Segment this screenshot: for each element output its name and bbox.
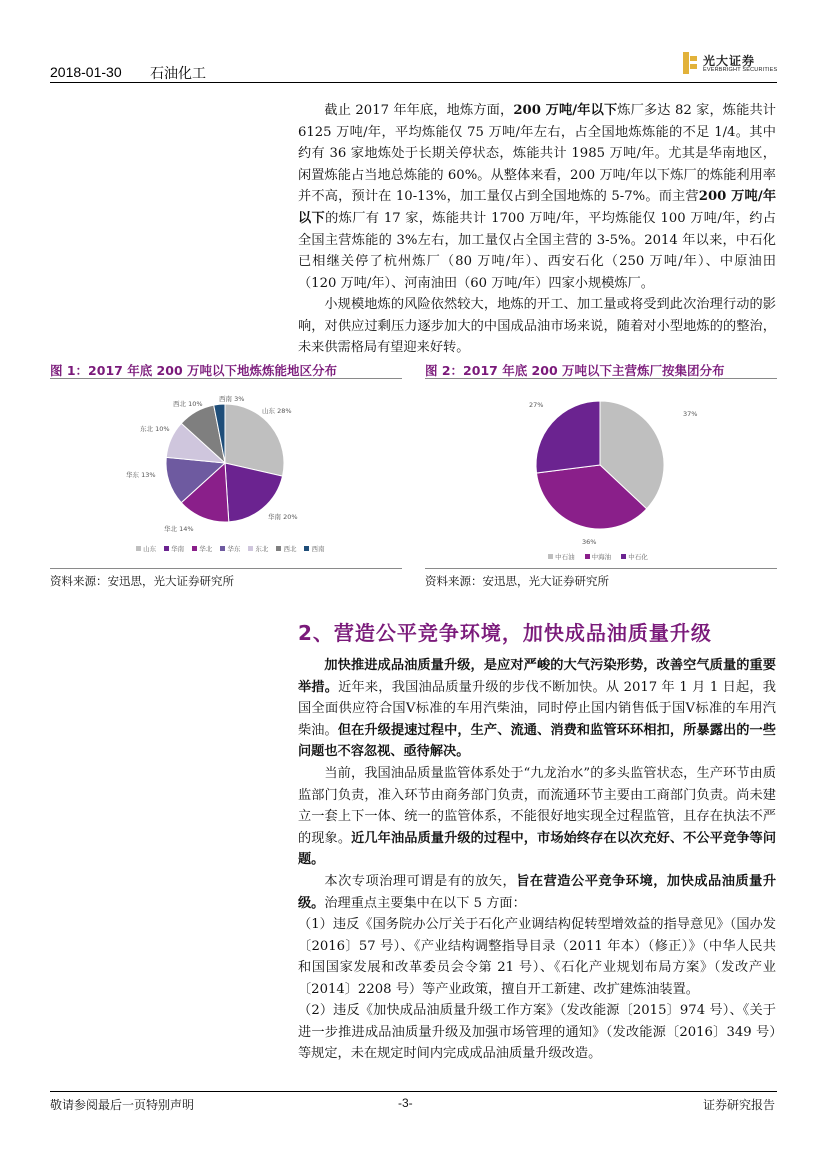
- fig1-label-dongbei: 东北 10%: [140, 425, 170, 433]
- figure-2-title: 图 2：2017 年底 200 万吨以下主营炼厂按集团分布: [425, 363, 725, 378]
- company-logo: [683, 52, 783, 76]
- fig1-label-shandong: 山东 28%: [262, 407, 292, 415]
- paragraph-1: 截止 2017 年年底，地炼方面，200 万吨/年以下炼厂多达 82 家，炼能共计 6125 万吨/年，平均炼能仅 75 万吨/年左右，占全国地炼炼能的不足 1/4。其中约有 36 家地炼处于长期关停状态，炼能共计 1985 万吨/年。尤其是华南地区，闲置炼能占当地总炼能的 60%。从整体来看，200 万吨/年以下炼厂的炼能利用率并不高，预计在 10-13%，加工量仅占到全国地炼的 5-7%。而主营200 万吨/年以下的炼厂有 17 家，炼能共计 1700 万吨/年，平均炼能仅 100 万吨/年，约占全国主营炼能的 3%左右，加工量仅占全国主营的 3-5%。2014 年以来，中石化已相继关停了杭州炼厂（80 万吨/年）、西安石化（250 万吨/年）、中原油田（120 万吨/年）、河南油田（60 万吨/年）四家小规模炼厂。: [298, 103, 777, 291]
- page-number: -3-: [398, 1096, 413, 1110]
- figure-2-source: 资料来源：安迅思，光大证券研究所: [425, 574, 609, 588]
- paragraph-2: 小规模地炼的风险依然较大，地炼的开工、加工量或将受到此次治理行动的影响，对供应过剩压力逐步加大的中国成品油市场来说，随着对小型地炼的的整治，未来供需格局有望迎来好转。: [298, 297, 776, 356]
- report-category: 石油化工: [150, 66, 206, 82]
- header-divider: [50, 82, 777, 83]
- figure-1-legend: [136, 544, 325, 553]
- fig2-label-zhongshihua: 27%: [529, 401, 544, 409]
- fig1-legend-item: 西南: [304, 544, 324, 553]
- fig1-label-xibei: 西北 10%: [173, 400, 203, 408]
- figure-1-chart: [50, 380, 402, 568]
- fig1-legend-item: 西北: [276, 544, 296, 553]
- fig1-legend-item: 山东: [136, 544, 156, 553]
- fig1-legend-item: 华东: [220, 544, 240, 553]
- logo-text-en: EVERBRIGHT SECURITIES: [703, 67, 778, 73]
- list-item-1: （1）违反《国务院办公厅关于石化产业调结构促转型增效益的指导意见》（国办发〔2016〕57 号）、《产业结构调整指导目录（2011 年本）（修正）》（中华人民共和国国家发展和改革委员会令第 21 号）、《石化产业规划布局方案》（发改产业〔2014〕2208 号）等产业政策，擅自开工新建、改扩建炼油装置。: [298, 917, 776, 997]
- footer-disclaimer: 敬请参阅最后一页特别声明: [50, 1098, 195, 1112]
- paragraph-5: 本次专项治理可谓是有的放矢，旨在营造公平竞争环境，加快成品油质量升级。治理重点主要集中在以下 5 方面：: [298, 874, 777, 911]
- fig2-label-zhongshiyou: 37%: [683, 410, 698, 418]
- figure-2-chart: [425, 380, 777, 568]
- paragraph-4: 当前，我国油品质量监管体系处于“九龙治水”的多头监管状态，生产环节由质监部门负责，准入环节由商务部门负责，而流通环节主要由工商部门负责。尚未建立一套上下一体、统一的监管体系，不能很好地实现全过程监管，且存在执法不严的现象。近几年油品质量升级的过程中，市场始终存在以次充好、不公平竞争等问题。: [298, 766, 777, 868]
- figure-2-bottom-rule: [425, 568, 777, 569]
- section-heading: 2、营造公平竞争环境，加快成品油质量升级: [298, 621, 712, 645]
- fig1-legend-item: 华南: [164, 544, 184, 553]
- fig2-slice-中石化: [536, 401, 600, 473]
- fig1-legend-item: 东北: [248, 544, 268, 553]
- fig1-legend-item: 华北: [192, 544, 212, 553]
- figure-2-legend: [548, 552, 648, 561]
- fig2-legend-item: 中石油: [548, 552, 575, 561]
- fig2-legend-item: 中石化: [621, 552, 648, 561]
- logo-text-cn: 光大证券: [703, 54, 756, 68]
- report-date: 2018-01-30: [50, 64, 122, 80]
- figure-2-top-rule: [425, 378, 777, 379]
- fig1-label-huadong: 华东 13%: [126, 471, 156, 479]
- footer-report-type: 证券研究报告: [703, 1098, 776, 1112]
- figure-1-pie: [166, 404, 284, 522]
- fig2-legend-item: 中海油: [585, 552, 612, 561]
- list-item-2: （2）违反《加快成品油质量升级工作方案》（发改能源〔2015〕974 号）、《关于进一步推进成品油质量升级及加强市场管理的通知》（发改能源〔2016〕349 号）等规定，未在规定时间内完成成品油质量升级改造。: [298, 1003, 776, 1062]
- figure-2-pie: [536, 401, 664, 529]
- fig1-label-xinan: 西南 3%: [219, 395, 245, 403]
- paragraph-3: 加快推进成品油质量升级，是应对严峻的大气污染形势，改善空气质量的重要举措。近年来，我国油品质量升级的步伐不断加快。从 2017 年 1 月 1 日起，我国全面供应符合国Ⅴ标准的车用汽柴油，同时停止国内销售低于国Ⅴ标准的车用汽柴油。但在升级提速过程中，生产、流通、消费和监管环环相扣，所暴露出的一些问题也不容忽视、亟待解决。: [298, 658, 776, 760]
- figure-1-title: 图 1：2017 年底 200 万吨以下地炼炼能地区分布: [50, 363, 337, 378]
- figure-1-source: 资料来源：安迅思，光大证券研究所: [50, 574, 234, 588]
- figure-1-top-rule: [50, 378, 402, 379]
- logo-mark-icon: [683, 52, 697, 74]
- fig2-label-zhonghaiyou: 36%: [582, 538, 597, 546]
- figure-1-bottom-rule: [50, 568, 402, 569]
- fig1-label-huanan: 华南 20%: [268, 513, 298, 521]
- footer-divider: [50, 1091, 777, 1092]
- fig1-label-huabei: 华北 14%: [164, 525, 194, 533]
